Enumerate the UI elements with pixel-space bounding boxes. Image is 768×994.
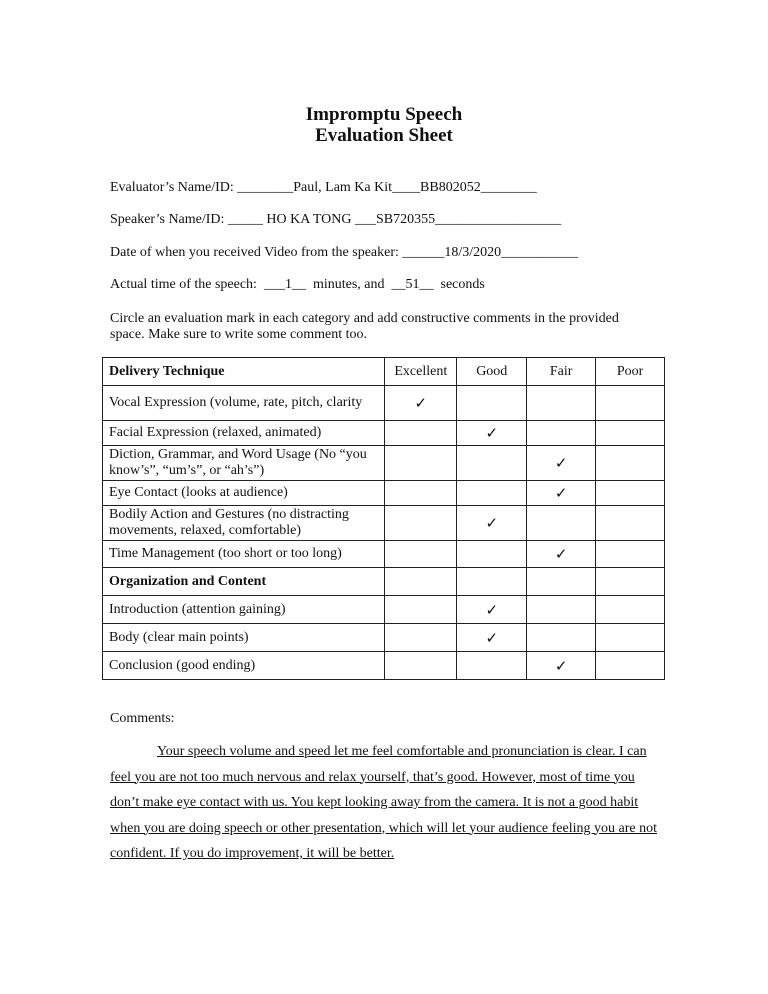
rating-good-cell[interactable]: ✓ (457, 596, 527, 624)
rating-good-cell[interactable]: ✓ (457, 506, 527, 541)
rating-good-cell[interactable] (457, 481, 527, 506)
table-row (103, 481, 665, 506)
criterion-label: Conclusion (good ending) (103, 652, 385, 680)
rating-poor-cell[interactable] (596, 652, 665, 680)
rating-poor-cell[interactable] (596, 624, 665, 652)
table-row (103, 446, 665, 481)
rating-fair-cell[interactable]: ✓ (527, 446, 596, 481)
header-good: Good (457, 358, 527, 386)
rating-fair-cell[interactable] (527, 386, 596, 421)
date-field: Date of when you received Video from the speaker: ______18/3/2020___________ (110, 245, 579, 260)
table-row (103, 624, 665, 652)
rating-excellent-cell[interactable] (385, 652, 457, 680)
evaluator-field: Evaluator’s Name/ID: ________Paul, Lam Ka Kit____BB802052________ (110, 180, 537, 195)
criterion-label: Time Management (too short or too long) (103, 541, 385, 568)
empty-cell (457, 568, 527, 596)
rating-good-cell[interactable] (457, 446, 527, 481)
rating-excellent-cell[interactable] (385, 481, 457, 506)
speaker-field: Speaker’s Name/ID: _____ HO KA TONG ___SB720355__________________ (110, 212, 562, 227)
section-organization-content: Organization and Content (103, 568, 385, 596)
rating-fair-cell[interactable]: ✓ (527, 652, 596, 680)
rating-fair-cell[interactable] (527, 506, 596, 541)
rating-excellent-cell[interactable]: ✓ (385, 386, 457, 421)
sheet-subtitle: Evaluation Sheet (315, 125, 453, 146)
empty-cell (596, 568, 665, 596)
table-row (103, 506, 665, 541)
rating-poor-cell[interactable] (596, 596, 665, 624)
comments-label: Comments: (110, 711, 175, 726)
rating-good-cell[interactable]: ✓ (457, 421, 527, 446)
rating-poor-cell[interactable] (596, 386, 665, 421)
criterion-label: Diction, Grammar, and Word Usage (No “you know’s”, “um’s”, or “ah’s”) (103, 446, 385, 481)
rating-fair-cell[interactable]: ✓ (527, 481, 596, 506)
evaluation-table (102, 357, 665, 680)
rating-good-cell[interactable]: ✓ (457, 624, 527, 652)
table-row (103, 596, 665, 624)
rating-excellent-cell[interactable] (385, 624, 457, 652)
header-poor: Poor (596, 358, 665, 386)
criterion-label: Bodily Action and Gestures (no distracting movements, relaxed, comfortable) (103, 506, 385, 541)
criterion-label: Eye Contact (looks at audience) (103, 481, 385, 506)
criterion-label: Vocal Expression (volume, rate, pitch, clarity (103, 386, 385, 421)
rating-fair-cell[interactable] (527, 421, 596, 446)
empty-cell (385, 568, 457, 596)
table-row (103, 652, 665, 680)
table-row (103, 541, 665, 568)
empty-cell (527, 568, 596, 596)
rating-fair-cell[interactable] (527, 624, 596, 652)
rating-poor-cell[interactable] (596, 506, 665, 541)
rating-excellent-cell[interactable] (385, 596, 457, 624)
rating-poor-cell[interactable] (596, 541, 665, 568)
sheet-title: Impromptu Speech (305, 104, 463, 125)
criterion-label: Body (clear main points) (103, 624, 385, 652)
rating-excellent-cell[interactable] (385, 421, 457, 446)
rating-fair-cell[interactable] (527, 596, 596, 624)
table-row (103, 421, 665, 446)
header-excellent: Excellent (385, 358, 457, 386)
comments-text[interactable]: Your speech volume and speed let me feel comfortable and pronunciation is clear. I can feel you are not too much nervous and relax yourself, that’s good. However, most of time you don’t make eye contact with us. You kept looking away from the camera. It is not a good habit when you are doing speech or other presentation, which will let your audience feeling you are not confident. If you do improvement, it will be better. (110, 744, 657, 861)
table-row (103, 386, 665, 421)
rating-poor-cell[interactable] (596, 481, 665, 506)
rating-fair-cell[interactable]: ✓ (527, 541, 596, 568)
table-header-row (103, 358, 665, 386)
rating-poor-cell[interactable] (596, 446, 665, 481)
rating-excellent-cell[interactable] (385, 541, 457, 568)
header-delivery-technique: Delivery Technique (103, 358, 385, 386)
rating-good-cell[interactable] (457, 386, 527, 421)
criterion-label: Facial Expression (relaxed, animated) (103, 421, 385, 446)
rating-good-cell[interactable] (457, 652, 527, 680)
rating-poor-cell[interactable] (596, 421, 665, 446)
criterion-label: Introduction (attention gaining) (103, 596, 385, 624)
section-header-row (103, 568, 665, 596)
rating-excellent-cell[interactable] (385, 446, 457, 481)
rating-excellent-cell[interactable] (385, 506, 457, 541)
time-field: Actual time of the speech: ___1__ minutes, and __51__ seconds (110, 277, 485, 292)
rating-good-cell[interactable] (457, 541, 527, 568)
instructions: Circle an evaluation mark in each category and add constructive comments in the provided space. Make sure to write some comment too. (110, 311, 619, 342)
header-fair: Fair (527, 358, 596, 386)
